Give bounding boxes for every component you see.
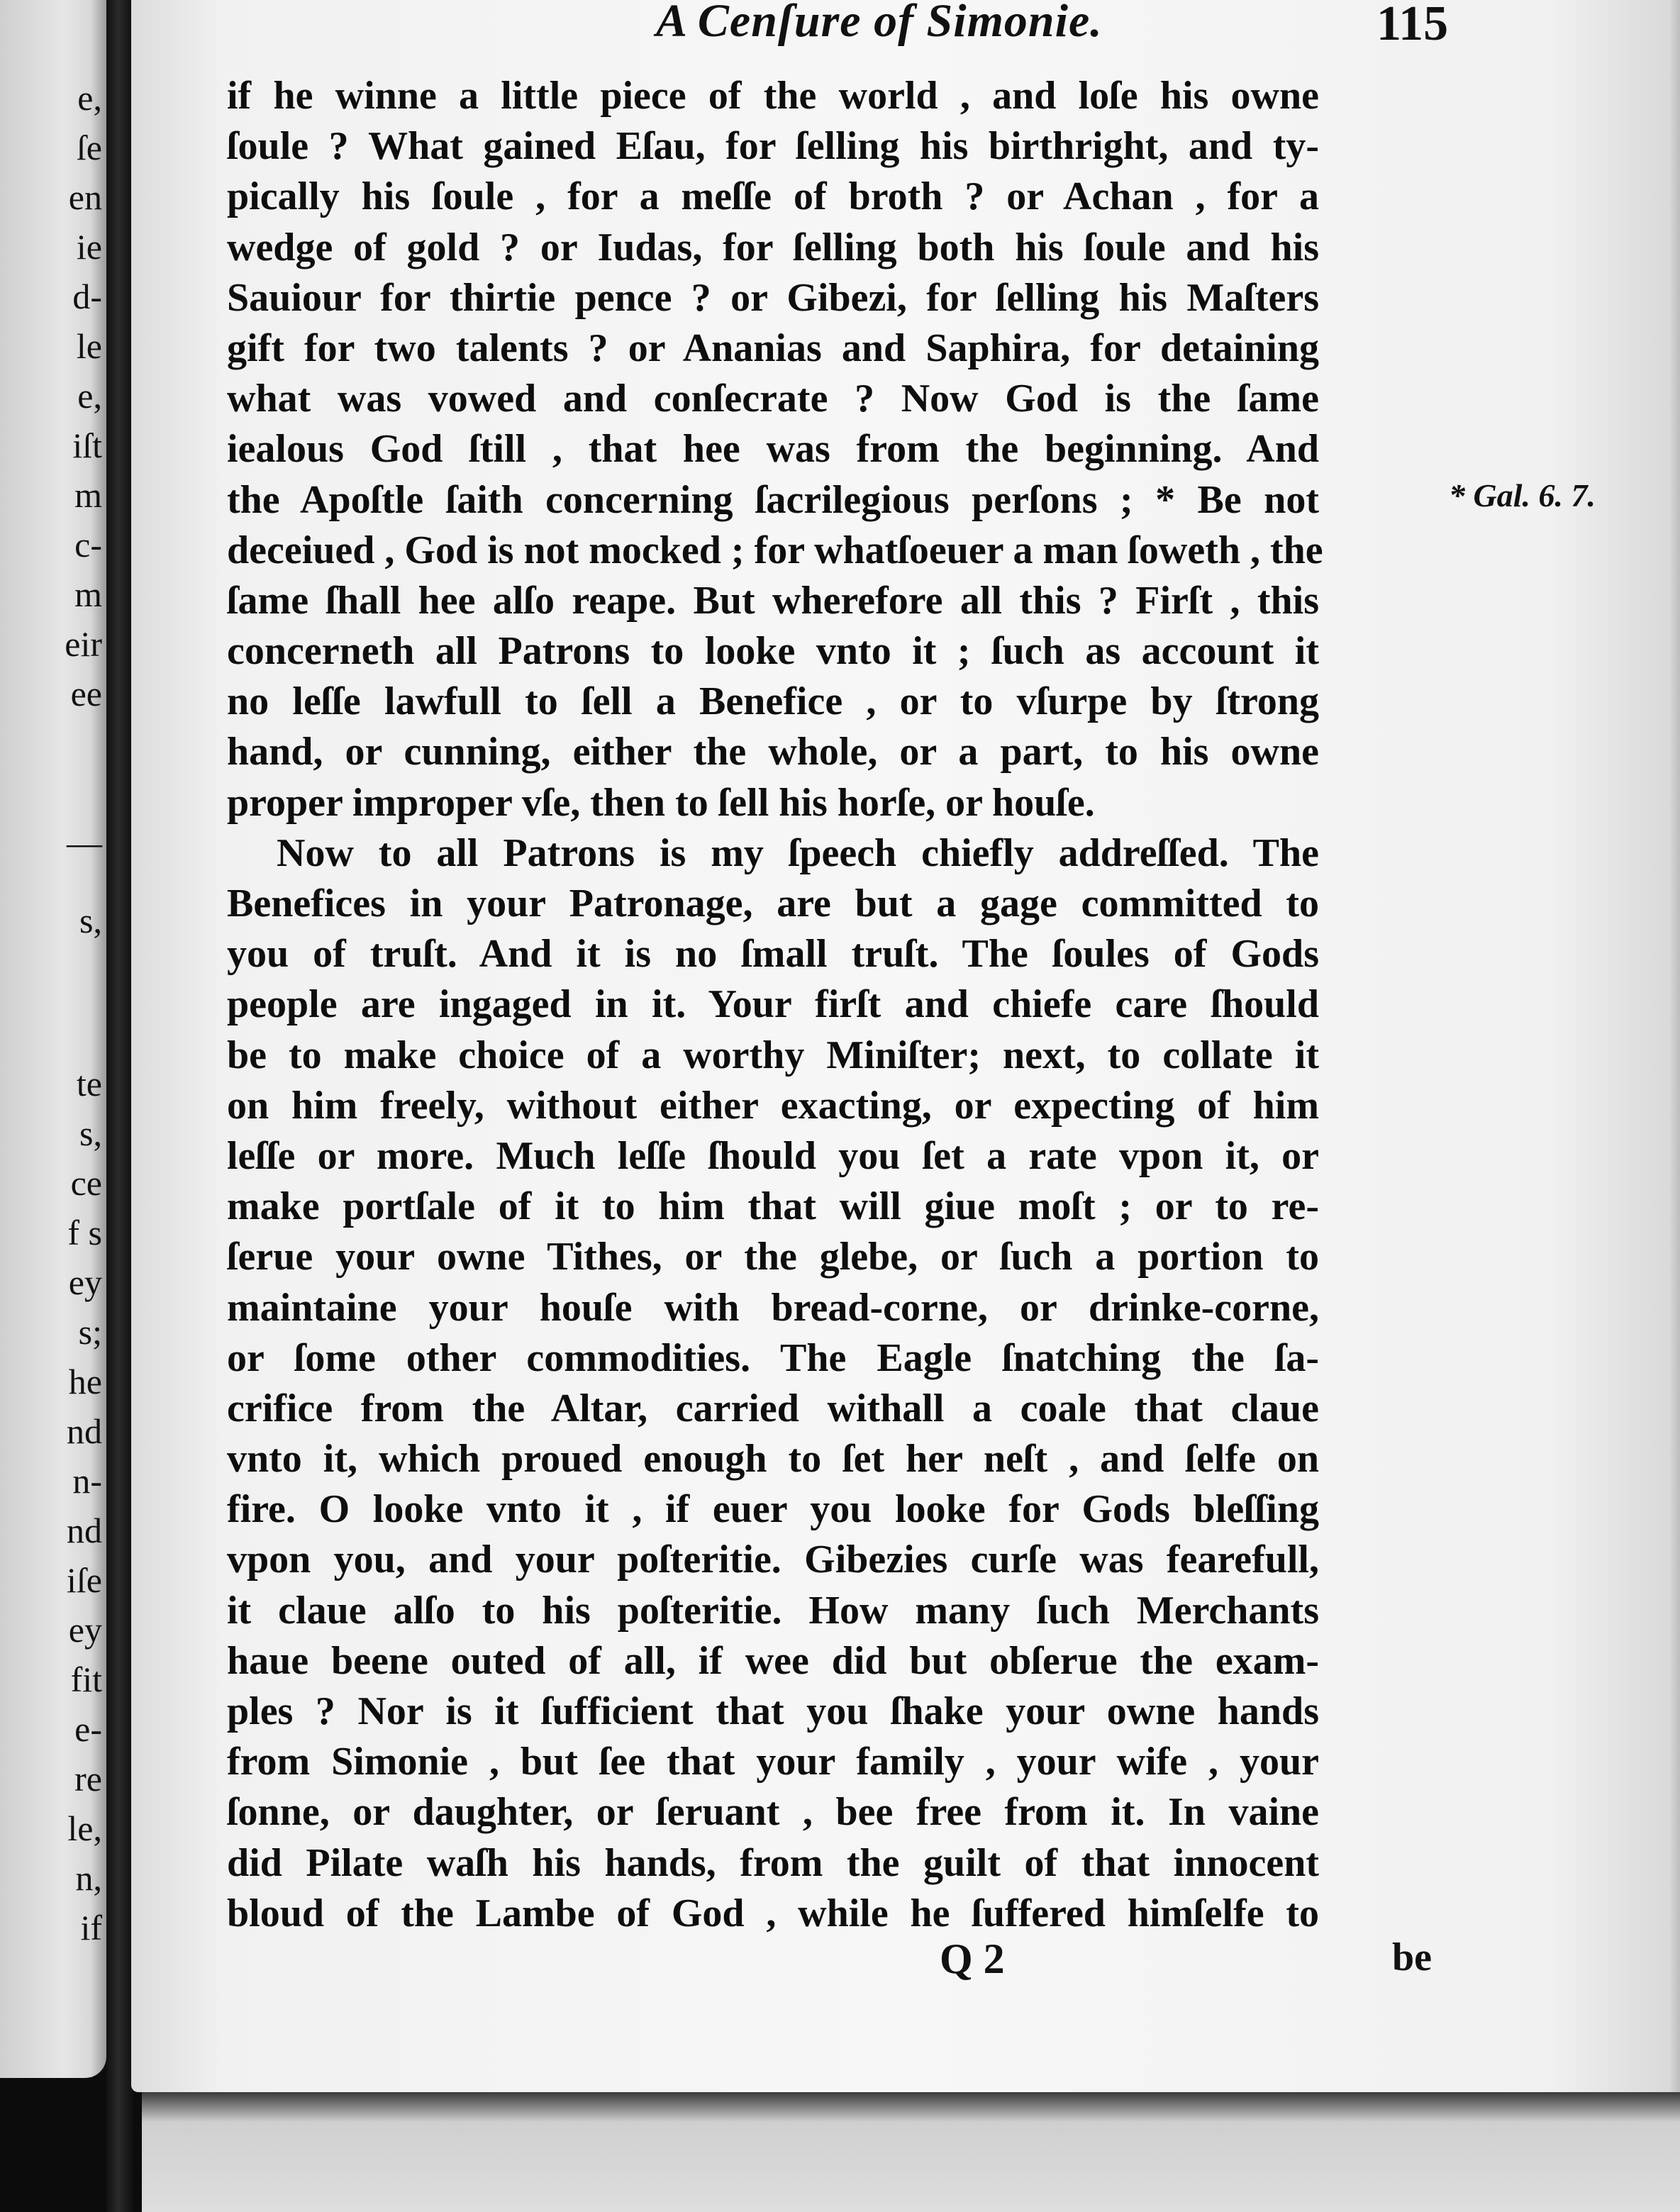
text-line: maintaine your houſe with bread-corne, or drinke-corne, (227, 1285, 1319, 1330)
text-line: ſoule ? What gained Eſau, for ſelling his birthright, and ty- (227, 124, 1319, 169)
text-line: it claue alſo to his poſteritie. How many ſuch Merchants (227, 1588, 1319, 1633)
facing-page-fragment: n, (75, 1858, 102, 1898)
facing-page-fragment: en (68, 177, 102, 217)
text-line: make portſale of it to him that will giue moſt ; or to re- (227, 1184, 1319, 1229)
running-head: A Cenſure of Simonie. (656, 0, 1103, 47)
text-line: leſſe or more. Much leſſe ſhould you ſet a rate vpon it, or (227, 1133, 1319, 1178)
facing-page-fragment: s, (79, 901, 102, 940)
facing-page-fragment: s, (79, 1113, 102, 1153)
text-line: ples ? Nor is it ſufficient that you ſhake your owne hands (227, 1689, 1319, 1733)
facing-page-fragment: c- (74, 525, 102, 565)
text-line: Now to all Patrons is my ſpeech chiefly addreſſed. The (277, 830, 1319, 875)
facing-page-fragment: ce (70, 1163, 102, 1203)
page-number: 115 (1376, 0, 1449, 51)
text-line: bloud of the Lambe of God , while he ſuffered himſelfe to (227, 1891, 1319, 1935)
text-line: ſerue your owne Tithes, or the glebe, or ſuch a portion to (227, 1235, 1319, 1279)
text-line: deceiued , God is not mocked ; for whatſoeuer a man ſoweth , the (227, 528, 1323, 572)
marginal-note: * Gal. 6. 7. (1449, 477, 1596, 513)
facing-page-fragment: fit (70, 1660, 102, 1699)
text-line: the Apoſtle ſaith concerning ſacrilegious perſons ; * Be not (227, 477, 1319, 522)
facing-page-fragment: le (76, 326, 102, 366)
facing-page-fragment: ee (70, 674, 102, 713)
facing-page-fragment: eir (65, 624, 102, 664)
facing-page-fragment: te (76, 1064, 102, 1104)
text-line: haue beene outed of all, if wee did but obſerue the exam- (227, 1638, 1319, 1683)
page-bottom-margin (142, 2092, 1680, 2212)
text-line: no leſſe lawfull to ſell a Benefice , or to vſurpe by ſtrong (227, 679, 1319, 724)
facing-page-fragment: nd (67, 1411, 102, 1451)
facing-page-fragment: e, (77, 376, 102, 416)
facing-page-fragment: le, (67, 1808, 102, 1848)
text-line: ſonne, or daughter, or ſeruant , bee free from it. In vaine (227, 1790, 1319, 1835)
facing-page-edge (0, 0, 106, 2078)
text-line: vpon you, and your poſteritie. Gibezies curſe was fearefull, (227, 1538, 1319, 1582)
text-line: ſame ſhall hee alſo reape. But wherefore all this ? Firſt , this (227, 578, 1319, 623)
facing-page-fragment: n- (72, 1461, 102, 1501)
text-line: Benefices in your Patronage, are but a gage committed to (227, 882, 1319, 926)
facing-page-fragment: he (68, 1362, 102, 1401)
facing-page-fragment: iſe (67, 1560, 102, 1600)
text-line: what was vowed and conſecrate ? Now God is the ſame (227, 377, 1319, 421)
text-line: on him freely, without either exacting, or expecting of him (227, 1083, 1319, 1128)
facing-page-fragment: — (67, 823, 102, 862)
text-line: or ſome other commodities. The Eagle ſnatching the ſa- (227, 1335, 1319, 1380)
facing-page-fragment: ſe (76, 128, 102, 167)
facing-page-fragment: ey (68, 1610, 102, 1650)
signature-mark: Q 2 (940, 1935, 1005, 1982)
text-line: hand, or cunning, either the whole, or a part, to his owne (227, 730, 1319, 774)
text-line: if he winne a little piece of the world , and loſe his owne (227, 74, 1319, 118)
facing-page-fragment: m (74, 475, 102, 515)
text-line: did Pilate waſh his hands, from the guilt of that innocent (227, 1840, 1319, 1885)
text-line: Sauiour for thirtie pence ? or Gibezi, for ſelling his Maſters (227, 275, 1319, 320)
text-line: concerneth all Patrons to looke vnto it ; ſuch as account it (227, 629, 1319, 674)
body-text (227, 71, 1323, 1939)
text-line: crifice from the Altar, carried withall a coale that claue (227, 1386, 1319, 1430)
facing-page-fragment: if (80, 1908, 102, 1947)
text-line: wedge of gold ? or Iudas, for ſelling both his ſoule and his (227, 225, 1319, 269)
catchword: be (1392, 1935, 1432, 1979)
text-line: gift for two talents ? or Ananias and Saphira, for detaining (227, 326, 1319, 370)
text-line: be to make choice of a worthy Miniſter; next, to collate it (227, 1033, 1319, 1077)
text-line: you of truſt. And it is no ſmall truſt. The ſoules of Gods (227, 932, 1319, 977)
facing-page-fragment: m (74, 574, 102, 614)
facing-page-fragment: nd (67, 1511, 102, 1550)
text-line: from Simonie , but ſee that your family , your wife , your (227, 1740, 1319, 1784)
text-line: iealous God ſtill , that hee was from the beginning. And (227, 427, 1319, 472)
text-line: proper improper vſe, then to ſell his horſe, or houſe. (227, 780, 1095, 825)
text-line: people are ingaged in it. Your firſt and chiefe care ſhould (227, 982, 1319, 1027)
text-line: vnto it, which proued enough to ſet her neſt , and ſelfe on (227, 1437, 1319, 1482)
text-line: fire. O looke vnto it , if euer you looke for Gods bleſſing (227, 1487, 1319, 1532)
facing-page-fragment: e- (74, 1709, 102, 1749)
facing-page-fragment: ie (76, 227, 102, 267)
facing-page-fragment: iſt (72, 426, 102, 465)
text-line: pically his ſoule , for a meſſe of broth ? or Achan , for a (227, 174, 1319, 219)
facing-page-fragment: f s (67, 1213, 102, 1252)
facing-page-fragment: e, (77, 78, 102, 118)
facing-page-fragment: re (74, 1759, 102, 1799)
facing-page-fragment: ey (68, 1262, 102, 1302)
facing-page-fragment: s; (78, 1312, 102, 1352)
facing-page-fragment: d- (72, 277, 102, 316)
